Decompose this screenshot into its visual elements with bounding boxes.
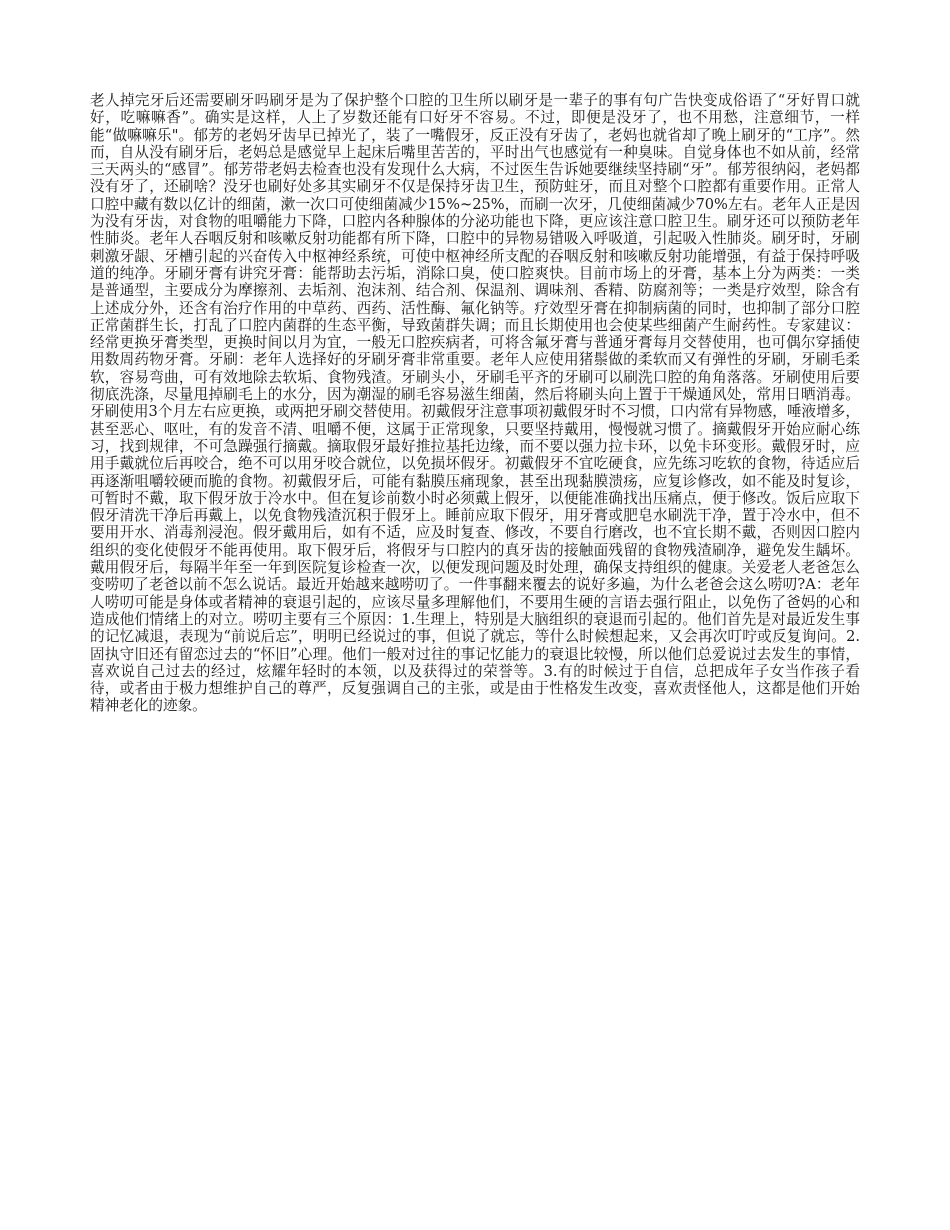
document-body-text: 老人掉完牙后还需要刷牙吗刷牙是为了保护整个口腔的卫生所以刷牙是一辈子的事有句广告快变成俗语了“牙好胃口就好，吃嘛嘛香”。确实是这样，人上了岁数还能有口好牙不容易。不过，即便是没牙了，也不用愁，注意细节，一样能“做嘛嘛乐"。郁芳的老妈牙齿早已掉光了，装了一嘴假牙，反正没有牙齿了，老妈也就省却了晚上刷牙的“工序”。然而，自从没有刷牙后，老妈总是感觉早上起床后嘴里苦苦的，平时出气也感觉有一种臭味。自觉身体也不如从前，经常三天两头的“感冒”。郁芳带老妈去检查也没有发现什么大病，不过医生告诉她要继续坚持刷“牙”。郁芳很纳闷，老妈都没有牙了，还刷啥？没牙也刷好处多其实刷牙不仅是保持牙齿卫生，预防蛀牙，而且对整个口腔都有重要作用。正常人口腔中藏有数以亿计的细菌，漱一次口可使细菌减少15%~25%，而刷一次牙，几使细菌减少70%左右。老年人正是因为没有牙齿，对食物的咀嚼能力下降，口腔内各种腺体的分泌功能也下降，更应该注意口腔卫生。刷牙还可以预防老年性肺炎。老年人吞咽反射和咳嗽反射功能都有所下降，口腔中的异物易错吸入呼吸道，引起吸入性肺炎。刷牙时，牙刷刺激牙龈、牙槽引起的兴奋传入中枢神经系统，可使中枢神经所支配的吞咽反射和咳嗽反射功能增强，有益于保持呼吸道的纯净。牙刷牙膏有讲究牙膏：能帮助去污垢，消除口臭，使口腔爽快。目前市场上的牙膏，基本上分为两类：一类是普通型，主要成分为摩擦剂、去垢剂、泡沫剂、结合剂、保温剂、调味剂、香精、防腐剂等；一类是疗效型，除含有上述成分外，还含有治疗作用的中草药、西药、活性酶、氟化钠等。疗效型牙膏在抑制病菌的同时，也抑制了部分口腔正常菌群生长，打乱了口腔内菌群的生态平衡，导致菌群失调；而且长期使用也会使某些细菌产生耐药性。专家建议：经常更换牙膏类型，更换时间以月为宜，一般无口腔疾病者，可将含氟牙膏与普通牙膏每月交替使用，也可偶尔穿插使用数周药物牙膏。牙刷：老年人选择好的牙刷牙膏非常重要。老年人应使用猪鬃做的柔软而又有弹性的牙刷，牙刷毛柔软，容易弯曲，可有效地除去软垢、食物残渣。牙刷头小，牙刷毛平齐的牙刷可以刷洗口腔的角角落落。牙刷使用后要彻底洗涤，尽量甩掉刷毛上的水分，因为潮湿的刷毛容易滋生细菌，然后将刷头向上置于干燥通风处，常用日晒消毒。牙刷使用3个月左右应更换，或两把牙刷交替使用。初戴假牙注意事项初戴假牙时不习惯，口内常有异物感，唾液增多，甚至恶心、呕吐，有的发音不清、咀嚼不便，这属于正常现象，只要坚持戴用，慢慢就习惯了。摘戴假牙开始应耐心练习，找到规律，不可急躁强行摘戴。摘取假牙最好推拉基托边缘，而不要以强力拉卡环，以免卡环变形。戴假牙时，应用手戴就位后再咬合，绝不可以用牙咬合就位，以免损坏假牙。初戴假牙不宜吃硬食，应先练习吃软的食物，待适应后再逐渐咀嚼较硬而脆的食物。初戴假牙后，可能有黏膜压痛现象，甚至出现黏膜溃疡，应复诊修改，如不能及时复诊，可暂时不戴，取下假牙放于冷水中。但在复诊前数小时必须戴上假牙，以便能准确找出压痛点，便于修改。饭后应取下假牙清洗干净后再戴上，以免食物残渣沉积于假牙上。睡前应取下假牙，用牙膏或肥皂水刷洗干净，置于冷水中，但不要用开水、消毒剂浸泡。假牙戴用后，如有不适，应及时复查、修改，不要自行磨改，也不宜长期不戴，否则因口腔内组织的变化使假牙不能再使用。取下假牙后，将假牙与口腔内的真牙齿的接触面残留的食物残渣刷净，避免发生龋坏。戴用假牙后，每隔半年至一年到医院复诊检查一次，以便发现问题及时处理，确保支持组织的健康。关爱老人老爸怎么变唠叨了老爸以前不怎么说话。最近开始越来越唠叨了。一件事翻来覆去的说好多遍，为什么老爸会这么唠叨?A：老年人唠叨可能是身体或者精神的衰退引起的，应该尽量多理解他们，不要用生硬的言语去强行阻止，以免伤了爸妈的心和造成他们情绪上的对立。唠叨主要有三个原因：1.生理上，特别是大脑组织的衰退而引起的。他们首先是对最近发生事的记忆减退，表现为“前说后忘”，明明已经说过的事，但说了就忘，等什么时候想起来，又会再次叮咛或反复询问。2.固执守旧还有留恋过去的“怀旧”心理。他们一般对过往的事记忆能力的衰退比较慢，所以他们总爱说过去发生的事情，喜欢说自己过去的经过，炫耀年轻时的本领，以及获得过的荣誉等。3.有的时候过于自信，总把成年子女当作孩子看待，或者由于极力想维护自己的尊严，反复强调自己的主张，或是由于性格发生改变，喜欢责怪他人，这都是他们开始精神老化的迹象。 [90,92,860,715]
